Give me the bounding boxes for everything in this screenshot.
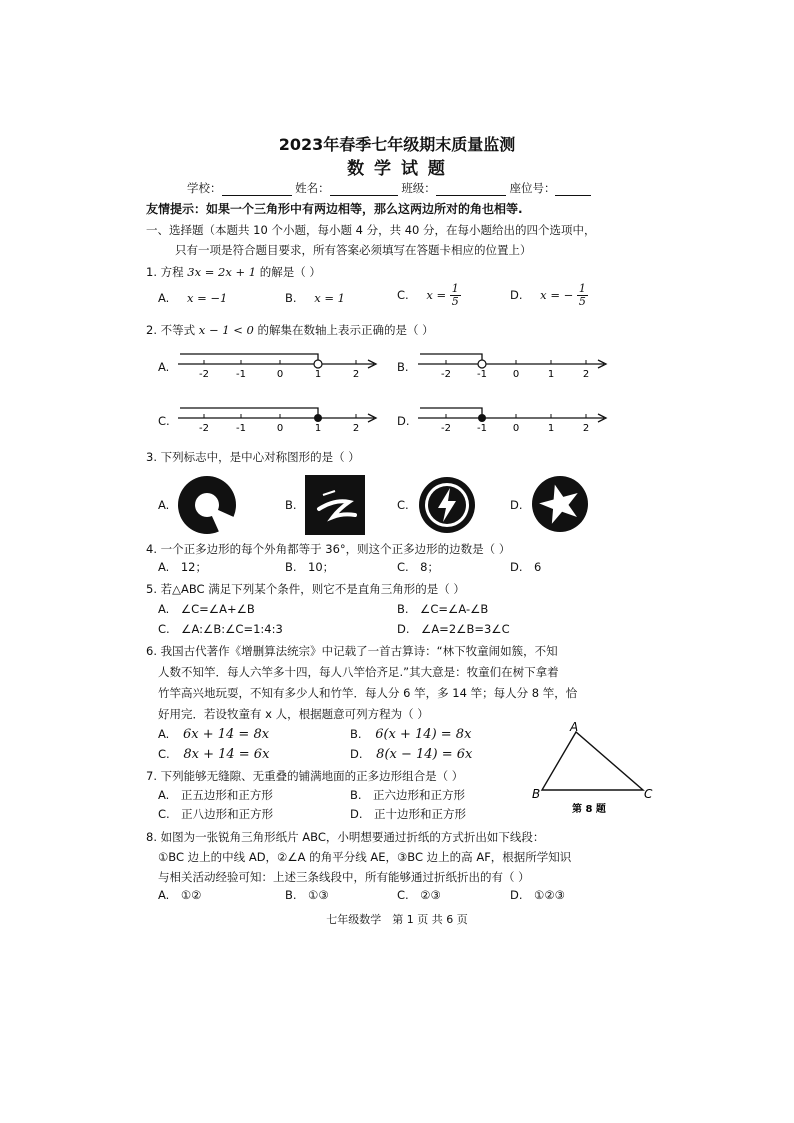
svg-text:第 8 题: 第 8 题 [572,804,606,815]
q1-post: 的解是（ ） [259,265,321,279]
svg-text:-1: -1 [236,369,246,380]
q1-option-b-expr: x = 1 [314,291,345,305]
q7-option-b[interactable]: B. 正六边形和正方形 [350,788,466,802]
q8-option-d[interactable]: D. ①②③ [510,888,565,902]
q4-option-a[interactable]: A. 12； [158,560,207,574]
q6-option-b-expr: 6(x + 14) = 8x [375,727,472,742]
svg-text:1: 1 [314,423,322,434]
q4-option-d[interactable]: D. 6 [510,560,542,574]
svg-text:-2: -2 [199,369,209,380]
q2-number-line-d[interactable] [416,398,616,434]
q1-option-c-label: C. [397,288,409,302]
info-fields [187,180,591,196]
section-heading-line2: 只有一项是符合题目要求，所有答案必须填写在答题卡相应的位置上） [175,243,532,257]
exam-subtitle: 数 学 试 题 [347,159,447,179]
class-label: 班级： [401,181,436,195]
q1-equation: 3x = 2x + 1 [187,265,257,279]
q1-option-c-fraction: $\frac{1}{5}$ [451,282,459,308]
filled-dot-point [478,414,486,422]
q4-option-b[interactable]: B. 10； [285,560,335,574]
svg-text:0: 0 [276,369,284,380]
svg-text:1: 1 [314,369,322,380]
q6-stem-line1: 6. 我国古代著作《增删算法统宗》中记载了一首古算诗：“林下牧童闹如簇，不知 [146,644,558,658]
q7-option-d[interactable]: D. 正十边形和正方形 [350,807,467,821]
svg-text:0: 0 [512,369,520,380]
q6-option-d-expr: 8(x − 14) = 6x [376,747,473,762]
q6-option-c-expr: 8x + 14 = 6x [183,747,270,762]
open-circle-point [478,360,486,368]
q3-option-c-label[interactable]: C. [397,498,409,512]
svg-text:2: 2 [582,369,590,380]
q3-option-a-label[interactable]: A. [158,498,170,512]
q6-option-a[interactable] [158,727,269,742]
open-circle-point [314,360,322,368]
q2-stem [146,322,434,338]
q1-option-b[interactable] [285,291,345,305]
q2-number-line-b[interactable] [416,344,616,380]
q1-option-d[interactable] [510,283,588,308]
svg-text:-1: -1 [477,423,487,434]
q8-option-c[interactable]: C. ②③ [397,888,441,902]
page-footer: 七年级数学 第 1 页 共 6 页 [326,913,468,926]
q5-option-d[interactable]: D. ∠A=2∠B=3∠C [397,622,510,636]
filled-dot-point [314,414,322,422]
class-blank[interactable] [436,184,506,196]
q8-option-a[interactable]: A. ①② [158,888,202,902]
exam-title: 2023年春季七年级期末质量监测 [278,135,516,154]
q6-option-d-label: D. [350,747,363,761]
name-blank[interactable] [330,184,398,196]
svg-text:B: B [532,787,541,801]
q5-option-c[interactable]: C. ∠A:∠B:∠C=1:4:3 [158,622,283,636]
svg-text:-2: -2 [441,423,451,434]
svg-text:A: A [570,720,579,734]
q6-option-d[interactable] [350,747,472,762]
school-label: 学校： [187,181,222,195]
seat-label: 座位号： [509,181,556,195]
seat-blank[interactable] [555,184,591,196]
q1-stem [146,264,321,280]
q3-option-b-label[interactable]: B. [285,498,297,512]
q2-option-a-label[interactable]: A. [158,360,170,374]
friendly-tip: 友情提示：如果一个三角形中有两边相等，那么这两边所对的角也相等. [146,202,523,216]
q2-post: 的解集在数轴上表示正确的是（ ） [257,323,434,337]
section-heading-line1: 一、选择题（本题共 10 个小题，每小题 4 分，共 40 分，在每小题给出的四个选项中， [146,223,596,237]
svg-text:2: 2 [582,423,590,434]
school-blank[interactable] [222,184,292,196]
q2-pre: 不等式 [160,323,196,337]
q2-number-line-c[interactable] [176,398,386,434]
q1-option-d-fraction: $\frac{1}{5}$ [578,282,586,308]
svg-text:2: 2 [352,423,360,434]
q6-option-c[interactable] [158,747,269,762]
svg-text:1: 1 [547,423,555,434]
q6-stem-line2: 人数不知竿．每人六竿多十四，每人八竿恰齐足.”其大意是：牧童们在树下拿着 [158,665,559,679]
q6-stem-line3: 竹竿高兴地玩耍，不知有多少人和竹竿．每人分 6 竿，多 14 竿；每人分 8 竿，恰 [158,686,578,700]
q5-stem: 5. 若△ABC 满足下列某个条件，则它不是直角三角形的是（ ） [146,582,465,596]
q3-option-a-ring-logo-icon[interactable] [176,474,238,536]
q7-stem: 7. 下列能够无缝隙、无重叠的铺满地面的正多边形组合是（ ） [146,769,464,783]
q3-option-d-label[interactable]: D. [510,498,523,512]
svg-text:-2: -2 [441,369,451,380]
q8-stem-line1: 8. 如图为一张锐角三角形纸片 ABC，小明想要通过折纸的方式折出如下线段： [146,830,545,844]
q1-number: 1. [146,265,157,279]
triangle-abc-figure [528,720,658,820]
svg-text:2: 2 [352,369,360,380]
name-label: 姓名： [295,181,330,195]
q2-option-c-label[interactable]: C. [158,414,170,428]
q6-option-c-label: C. [158,747,170,761]
q3-option-c-lightning-icon[interactable] [416,474,478,536]
svg-text:-1: -1 [236,423,246,434]
q3-option-b-z-logo-icon[interactable] [305,475,365,535]
q2-option-d-label[interactable]: D. [397,414,410,428]
q5-option-a[interactable]: A. ∠C=∠A+∠B [158,602,255,616]
q1-option-a[interactable] [158,291,227,305]
q8-stem-line3: 与相关活动经验可知：上述三条线段中，所有能够通过折纸折出的有（ ） [158,870,530,884]
svg-text:-1: -1 [477,369,487,380]
q5-option-b[interactable]: B. ∠C=∠A-∠B [397,602,489,616]
q3-option-d-star-icon[interactable] [530,474,590,534]
q4-option-c[interactable]: C. 8； [397,560,440,574]
q6-option-a-label: A. [158,727,170,741]
svg-text:0: 0 [512,423,520,434]
q1-option-a-expr: x = −1 [186,291,228,305]
q2-number-line-a[interactable] [176,344,386,380]
svg-text:0: 0 [276,423,284,434]
q7-option-a[interactable]: A. 正五边形和正方形 [158,788,273,802]
q8-option-b[interactable]: B. ①③ [285,888,329,902]
q1-option-d-expr: x = − [540,288,574,302]
svg-text:1: 1 [547,369,555,380]
q1-pre: 方程 [160,265,184,279]
q7-option-c[interactable]: C. 正八边形和正方形 [158,807,274,821]
q1-option-b-label: B. [285,291,297,305]
q6-option-b[interactable] [350,727,471,742]
svg-text:C: C [644,787,653,801]
q2-number: 2. [146,323,157,337]
q1-option-a-label: A. [158,291,170,305]
q3-stem: 3. 下列标志中，是中心对称图形的是（ ） [146,450,360,464]
q1-option-c-expr: x = [426,288,447,302]
q6-option-b-label: B. [350,727,362,741]
q1-option-d-label: D. [510,288,523,302]
svg-text:-2: -2 [199,423,209,434]
q1-option-c[interactable] [397,283,461,308]
q4-stem: 4. 一个正多边形的每个外角都等于 36°，则这个正多边形的边数是（ ） [146,542,511,556]
q8-stem-line2: ①BC 边上的中线 AD，②∠A 的角平分线 AE，③BC 边上的高 AF，根据所学知识 [158,850,572,864]
q2-option-b-label[interactable]: B. [397,360,409,374]
q6-option-a-expr: 6x + 14 = 8x [182,727,270,742]
q2-inequality: x − 1 < 0 [198,323,254,337]
q6-stem-line4: 好用完．若设牧童有 x 人，根据题意可列方程为（ ） [158,707,429,721]
